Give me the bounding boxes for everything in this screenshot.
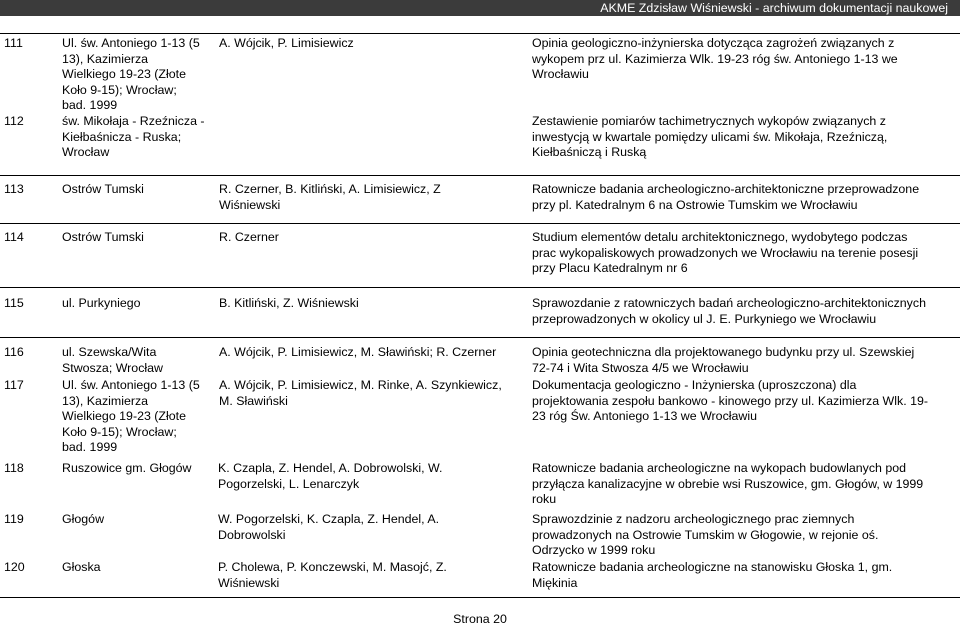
record-description: Opinia geologiczno-inżynierska dotycząca zagrożeń związanych z wykopem prz ul. Kazimierza Wlk. 19-23 róg św. Antoniego 1-13 we Wrocławiu: [532, 36, 898, 82]
record-authors: A. Wójcik, P. Limisiewicz, M. Rinke, A. Szynkiewicz, M. Sławiński: [219, 378, 502, 408]
record-description: Sprawozdanie z ratowniczych badań archeologiczno-architektonicznych przeprowadzonych w okolicy ul J. E. Purkyniego we Wrocławiu: [532, 296, 926, 326]
record-location: Głogów: [62, 512, 105, 526]
document-header-bar: [0, 0, 960, 16]
row-divider: [0, 223, 960, 224]
record-number: 117: [4, 378, 24, 392]
record-location: ul. Purkyniego: [62, 296, 141, 310]
record-location: Głoska: [62, 560, 101, 574]
record-description: Dokumentacja geologiczno - Inżynierska (uproszczona) dla projektowania zespołu bankowo - kinowego przy ul. Kazimierza Wlk. 19- 23 róg Św. Antoniego 1-13 we Wrocławiu: [532, 378, 928, 424]
record-description: Opinia geotechniczna dla projektowanego budynku przy ul. Szewskiej 72-74 i Wita Stwosza 4/5 we Wrocławiu: [532, 345, 915, 375]
record-location: Ul. św. Antoniego 1-13 (5 13), Kazimierza Wielkiego 19-23 (Złote Koło 9-15); Wrocław; bad. 1999: [62, 36, 200, 113]
table-row: [0, 114, 960, 168]
table-bottom-border: [0, 597, 960, 598]
record-authors: W. Pogorzelski, K. Czapla, Z. Hendel, A. Dobrowolski: [218, 512, 440, 542]
table-row: [0, 560, 960, 594]
record-authors: R. Czerner: [219, 230, 279, 244]
row-divider: [0, 337, 960, 338]
table-row: [0, 182, 960, 216]
record-location: ul. Szewska/Wita Stwosza; Wrocław: [62, 345, 163, 375]
record-number: 111: [4, 36, 23, 50]
record-number: 114: [4, 230, 24, 244]
row-divider: [0, 175, 960, 176]
table-row: [0, 512, 960, 560]
record-number: 113: [4, 182, 24, 196]
table-row: [0, 296, 960, 330]
record-location: Ostrów Tumski: [62, 182, 144, 196]
record-authors: K. Czapla, Z. Hendel, A. Dobrowolski, W. Pogorzelski, L. Lenarczyk: [218, 461, 443, 491]
record-authors: A. Wójcik, P. Limisiewicz: [219, 36, 354, 50]
record-authors: A. Wójcik, P. Limisiewicz, M. Sławiński; R. Czerner: [219, 345, 497, 359]
table-row: [0, 461, 960, 509]
table-row: [0, 378, 960, 458]
table-row: [0, 230, 960, 280]
record-description: Zestawienie pomiarów tachimetrycznych wykopów związanych z inwestycją w kwartale pomiędzy ulicami św. Mikołaja, Rzeźniczą, Kiełbaśniczą i Ruską: [532, 114, 888, 160]
record-location: Ruszowice gm. Głogów: [62, 461, 192, 475]
record-authors: B. Kitliński, Z. Wiśniewski: [219, 296, 359, 310]
table-row: [0, 345, 960, 379]
document-header-title: AKME Zdzisław Wiśniewski - archiwum dokumentacji naukowej: [600, 1, 948, 15]
record-location: Ul. św. Antoniego 1-13 (5 13), Kazimierza Wielkiego 19-23 (Złote Koło 9-15); Wrocław; bad. 1999: [62, 378, 200, 455]
record-description: Ratownicze badania archeologiczne na stanowisku Głoska 1, gm. Miękinia: [532, 560, 893, 590]
record-description: Ratownicze badania archeologiczno-architektoniczne przeprowadzone przy pl. Katedralnym 6 na Ostrowie Tumskim we Wrocławiu: [532, 182, 920, 212]
record-description: Sprawozdzinie z nadzoru archeologicznego prac ziemnych prowadzonych na Ostrowie Tumskim w Głogowie, w rejonie oś. Odrzycko w 1999 roku: [532, 512, 879, 558]
record-location: św. Mikołaja - Rzeźnicza - Kiełbaśnicza - Ruska; Wrocław: [62, 114, 205, 160]
record-number: 112: [4, 114, 24, 128]
record-number: 120: [4, 560, 25, 574]
record-description: Studium elementów detalu architektonicznego, wydobytego podczas prac wykopaliskowych prowadzonych we Wrocławiu na terenie posesji przy Placu Katedralnym nr 6: [532, 230, 919, 276]
row-divider: [0, 287, 960, 288]
record-description: Ratownicze badania archeologiczne na wykopach budowlanych pod przyłącza kanalizacyjne w obrebie wsi Ruszowice, gm. Głogów, w 1999 roku: [532, 461, 924, 507]
record-number: 119: [4, 512, 24, 526]
page-number: Strona 20: [453, 612, 507, 626]
record-location: Ostrów Tumski: [62, 230, 144, 244]
record-number: 118: [4, 461, 24, 475]
record-number: 116: [4, 345, 24, 359]
record-authors: R. Czerner, B. Kitliński, A. Limisiewicz, Z Wiśniewski: [219, 182, 441, 212]
record-authors: P. Cholewa, P. Konczewski, M. Masojć, Z. Wiśniewski: [218, 560, 447, 590]
table-row: [0, 36, 960, 116]
record-number: 115: [4, 296, 24, 310]
table-top-border: [0, 33, 960, 34]
